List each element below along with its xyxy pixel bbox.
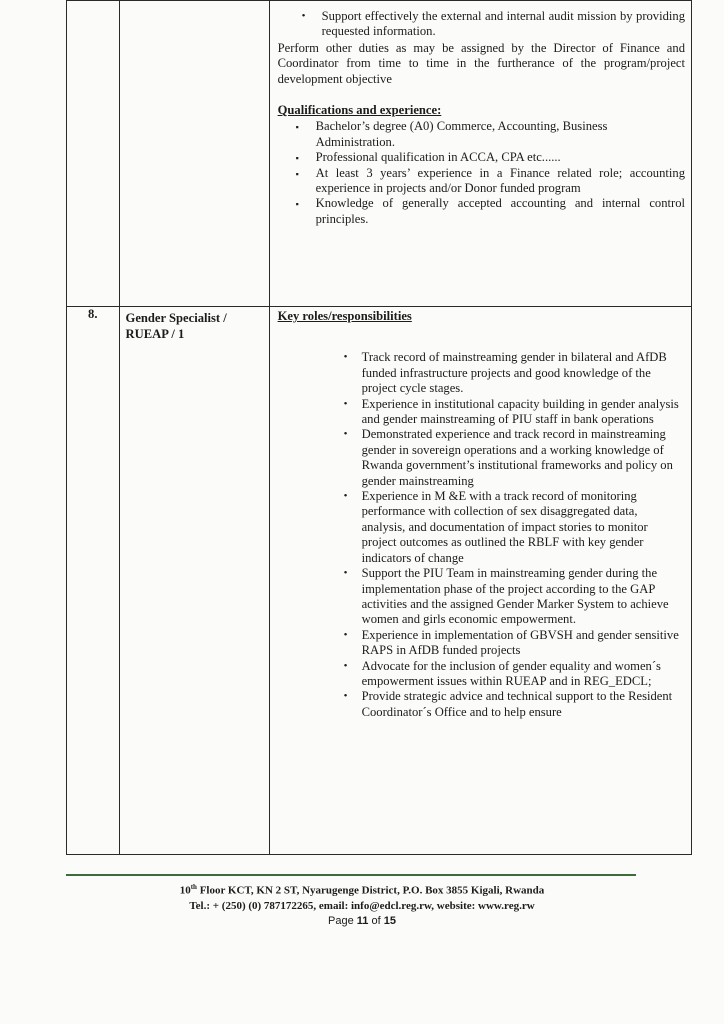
square-bullet-icon: ▪ (295, 199, 299, 210)
responsibilities-list (278, 350, 681, 720)
square-bullet-icon: ▪ (295, 168, 299, 179)
list-item (278, 566, 681, 628)
other-duties-text: Perform other duties as may be assigned by the Director of Finance and Coordinator from time to time in the furtherance of the program/project development objective (277, 40, 685, 86)
list-item (278, 628, 681, 659)
list-item (278, 9, 685, 40)
responsibility-text: Experience in M &E with a track record of monitoring performance with collection of sex disaggregated data, analysis, and documentation of impact stories to monitor project outcomes as outlined the RBLF with key gender indicators of change (361, 489, 648, 565)
description-cell (269, 307, 691, 855)
page-prefix: Page (328, 914, 357, 927)
table-row (67, 307, 692, 855)
list-item (278, 659, 681, 690)
qualifications-list (278, 119, 685, 227)
key-roles-heading: Key roles/responsibilities (277, 309, 412, 323)
job-table (66, 0, 692, 855)
audit-list (278, 9, 685, 40)
square-bullet-icon: ▪ (295, 122, 299, 133)
position-title: Gender Specialist / RUEAP / 1 (125, 311, 227, 341)
list-item (278, 689, 681, 720)
list-item (278, 150, 685, 165)
page-number (0, 914, 724, 929)
qualification-text: Bachelor’s degree (A0) Commerce, Accounting, Business Administration. (315, 119, 608, 149)
position-cell (119, 1, 269, 307)
list-item (278, 427, 681, 489)
footer-address (0, 880, 724, 899)
page-footer (0, 880, 724, 929)
list-item (278, 196, 685, 227)
list-item (278, 119, 685, 150)
bullet-icon: • (343, 659, 348, 672)
bullet-icon: • (301, 10, 306, 22)
list-item (278, 489, 681, 566)
qualification-text: At least 3 years’ experience in a Finance related role; accounting experience in projects and/or Donor funded program (315, 165, 685, 196)
qualifications-heading: Qualifications and experience: (277, 103, 442, 118)
address-floor-sup: th (190, 883, 197, 891)
audit-bullet-text: Support effectively the external and internal audit mission by providing requested information. (321, 9, 685, 39)
footer-rule (66, 874, 636, 876)
responsibility-text: Track record of mainstreaming gender in bilateral and AfDB funded infrastructure projects and good knowledge of the project cycle stages. (361, 350, 667, 396)
table-row (67, 1, 692, 307)
qualification-text: Professional qualification in ACCA, CPA etc...... (315, 150, 561, 165)
bullet-icon: • (343, 428, 348, 441)
bullet-icon: • (343, 690, 348, 703)
page-mid: of (368, 914, 384, 927)
page-current: 11 (356, 914, 369, 927)
row-number: 8. (67, 307, 120, 855)
footer-contact: Tel.: + (250) (0) 787172265, email: info@edcl.reg.rw, website: www.reg.rw (189, 899, 535, 912)
bullet-icon: • (343, 628, 348, 641)
position-cell (119, 307, 269, 855)
bullet-icon: • (343, 567, 348, 580)
qualification-text: Knowledge of generally accepted accounting and internal control principles. (315, 196, 685, 226)
responsibility-text: Provide strategic advice and technical support to the Resident Coordinator´s Office and to help ensure (361, 689, 673, 719)
responsibility-text: Experience in implementation of GBVSH and gender sensitive RAPS in AfDB funded projects (361, 627, 679, 658)
responsibility-text: Experience in institutional capacity building in gender analysis and gender mainstreaming of PIU staff in bank operations (361, 396, 679, 427)
list-item (278, 166, 685, 197)
square-bullet-icon: ▪ (295, 153, 299, 164)
responsibility-text: Support the PIU Team in mainstreaming gender during the implementation phase of the project according to the GAP activities and the assigned Gender Marker System to achieve women and girls economic empowerment. (361, 566, 669, 627)
address-floor: 10 (179, 884, 191, 897)
list-item (278, 397, 681, 428)
number-cell (67, 1, 120, 307)
description-cell (269, 1, 691, 307)
responsibility-text: Demonstrated experience and track record in mainstreaming gender in sovereign operations and a working knowledge of Rwanda government’s institutional frameworks and policy on gender mainstreaming (361, 427, 673, 488)
bullet-icon: • (343, 490, 348, 503)
list-item (278, 350, 681, 396)
responsibility-text: Advocate for the inclusion of gender equality and women´s empowerment issues within RUEAP and in REG_EDCL; (361, 658, 661, 688)
bullet-icon: • (343, 397, 348, 410)
address-rest: Floor KCT, KN 2 ST, Nyarugenge District, P.O. Box 3855 Kigali, Rwanda (196, 884, 545, 897)
page-total: 15 (383, 914, 396, 927)
bullet-icon: • (343, 351, 348, 364)
